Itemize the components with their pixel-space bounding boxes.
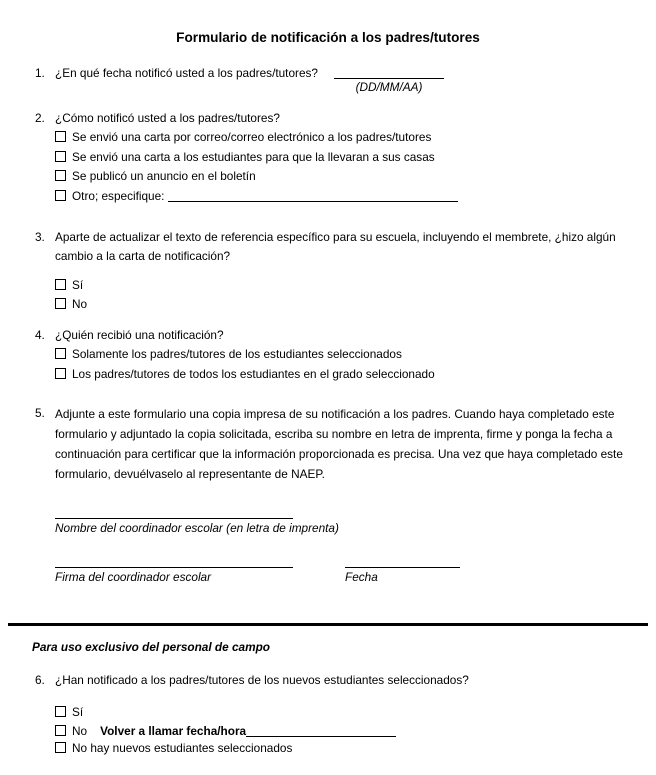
q2-option-1-checkbox[interactable] [55,131,66,142]
q6-no-new-students-checkbox[interactable] [55,742,66,753]
q2-option-3-label: Se publicó un anuncio en el boletín [72,169,256,183]
question-6-options [55,704,642,758]
question-6-body [55,671,642,758]
question-1-text: ¿En qué fecha notificó usted a los padres/tutores? [55,66,318,80]
question-5 [35,404,642,484]
question-6-text: ¿Han notificado a los padres/tutores de los nuevos estudiantes seleccionados? [55,673,469,687]
question-1-body [55,64,642,94]
q3-yes-checkbox[interactable] [55,279,66,290]
date-format-hint: (DD/MM/AA) [355,80,423,94]
q2-option-letter-sent-home [55,148,642,168]
callback-datetime-label: Volver a llamar fecha/hora [100,723,247,738]
signature-date-block [345,553,460,587]
q6-no-checkbox[interactable] [55,725,66,736]
q4-option-1-checkbox[interactable] [55,348,66,359]
question-4-text: ¿Quién recibió una notificación? [55,328,224,342]
q3-option-yes [55,276,642,295]
coordinator-name-line[interactable] [55,504,293,519]
coordinator-signature-line[interactable] [55,553,293,568]
question-2-body [55,109,642,206]
q2-option-letter-mailed [55,128,642,148]
q6-yes-checkbox[interactable] [55,706,66,717]
q4-option-selected-students [55,345,642,365]
q2-option-other [55,187,642,207]
q4-option-all-students [55,365,642,385]
question-4-body [55,326,642,384]
q6-option-no [55,722,642,741]
question-4-number: 4. [35,328,45,342]
notification-date-field [334,64,444,94]
q2-option-4-label: Otro; especifique: [72,188,165,203]
q6-yes-label: Sí [72,705,84,719]
q3-option-no [55,295,642,314]
q3-yes-label: Sí [72,278,84,292]
q6-no-new-students-label: No hay nuevos estudiantes seleccionados [72,741,293,755]
field-staff-heading: Para uso exclusivo del personal de campo [32,640,270,654]
question-2 [35,109,642,206]
q4-option-2-label: Los padres/tutores de todos los estudiantes en el grado seleccionado [72,366,435,381]
q3-no-label: No [72,297,88,311]
question-1-number: 1. [35,66,45,80]
q6-no-label: No [72,723,88,738]
signature-date-label: Fecha [345,570,378,584]
question-1 [35,64,642,94]
q6-option-yes [55,704,642,722]
callback-datetime-line[interactable] [246,724,396,737]
question-3-text: Aparte de actualizar el texto de referencia específico para su escuela, incluyendo el membrete, ¿hizo algún cambio a la carta de notificación? [55,230,616,263]
signature-date-row [55,553,656,587]
question-3-options [55,276,642,314]
q2-option-4-checkbox[interactable] [55,190,66,201]
q2-option-2-label: Se envió una carta a los estudiantes para que la llevaran a sus casas [72,149,435,164]
other-specify-line[interactable] [168,189,458,202]
question-3-number: 3. [35,230,45,244]
q2-option-3-checkbox[interactable] [55,170,66,181]
question-3 [35,228,642,314]
question-6-number: 6. [35,673,45,687]
q2-option-2-checkbox[interactable] [55,151,66,162]
notification-date-line[interactable] [334,64,444,79]
question-2-options [55,128,642,206]
question-3-body [55,228,642,314]
field-staff-divider [8,623,648,626]
form-title: Formulario de notificación a los padres/tutores [176,30,480,45]
coordinator-signature-block [55,553,293,587]
coordinator-name-block [55,504,656,538]
q3-no-checkbox[interactable] [55,298,66,309]
q2-option-newsletter [55,167,642,187]
coordinator-name-label: Nombre del coordinador escolar (en letra de imprenta) [55,521,339,535]
q4-option-2-checkbox[interactable] [55,368,66,379]
question-5-number: 5. [35,406,45,420]
question-4 [35,326,642,384]
question-6 [35,671,642,758]
signature-date-line[interactable] [345,553,460,568]
question-2-number: 2. [35,111,45,125]
q6-option-no-new-students [55,740,642,758]
q4-option-1-label: Solamente los padres/tutores de los estudiantes seleccionados [72,347,402,361]
coordinator-signature-label: Firma del coordinador escolar [55,570,212,584]
question-5-text: Adjunte a este formulario una copia impresa de su notificación a los padres. Cuando haya completado este formulario y adjuntado la copia solicitada, escriba su nombre en letra de imprenta, firme y ponga la fecha a continuación para certificar que la información proporcionada es precisa. Una vez que haya completado este formulario, devuélvaselo al representante de NAEP. [55,407,623,481]
q2-option-1-label: Se envió una carta por correo/correo electrónico a los padres/tutores [72,130,432,144]
question-2-text: ¿Cómo notificó usted a los padres/tutores? [55,111,280,125]
question-4-options [55,345,642,384]
